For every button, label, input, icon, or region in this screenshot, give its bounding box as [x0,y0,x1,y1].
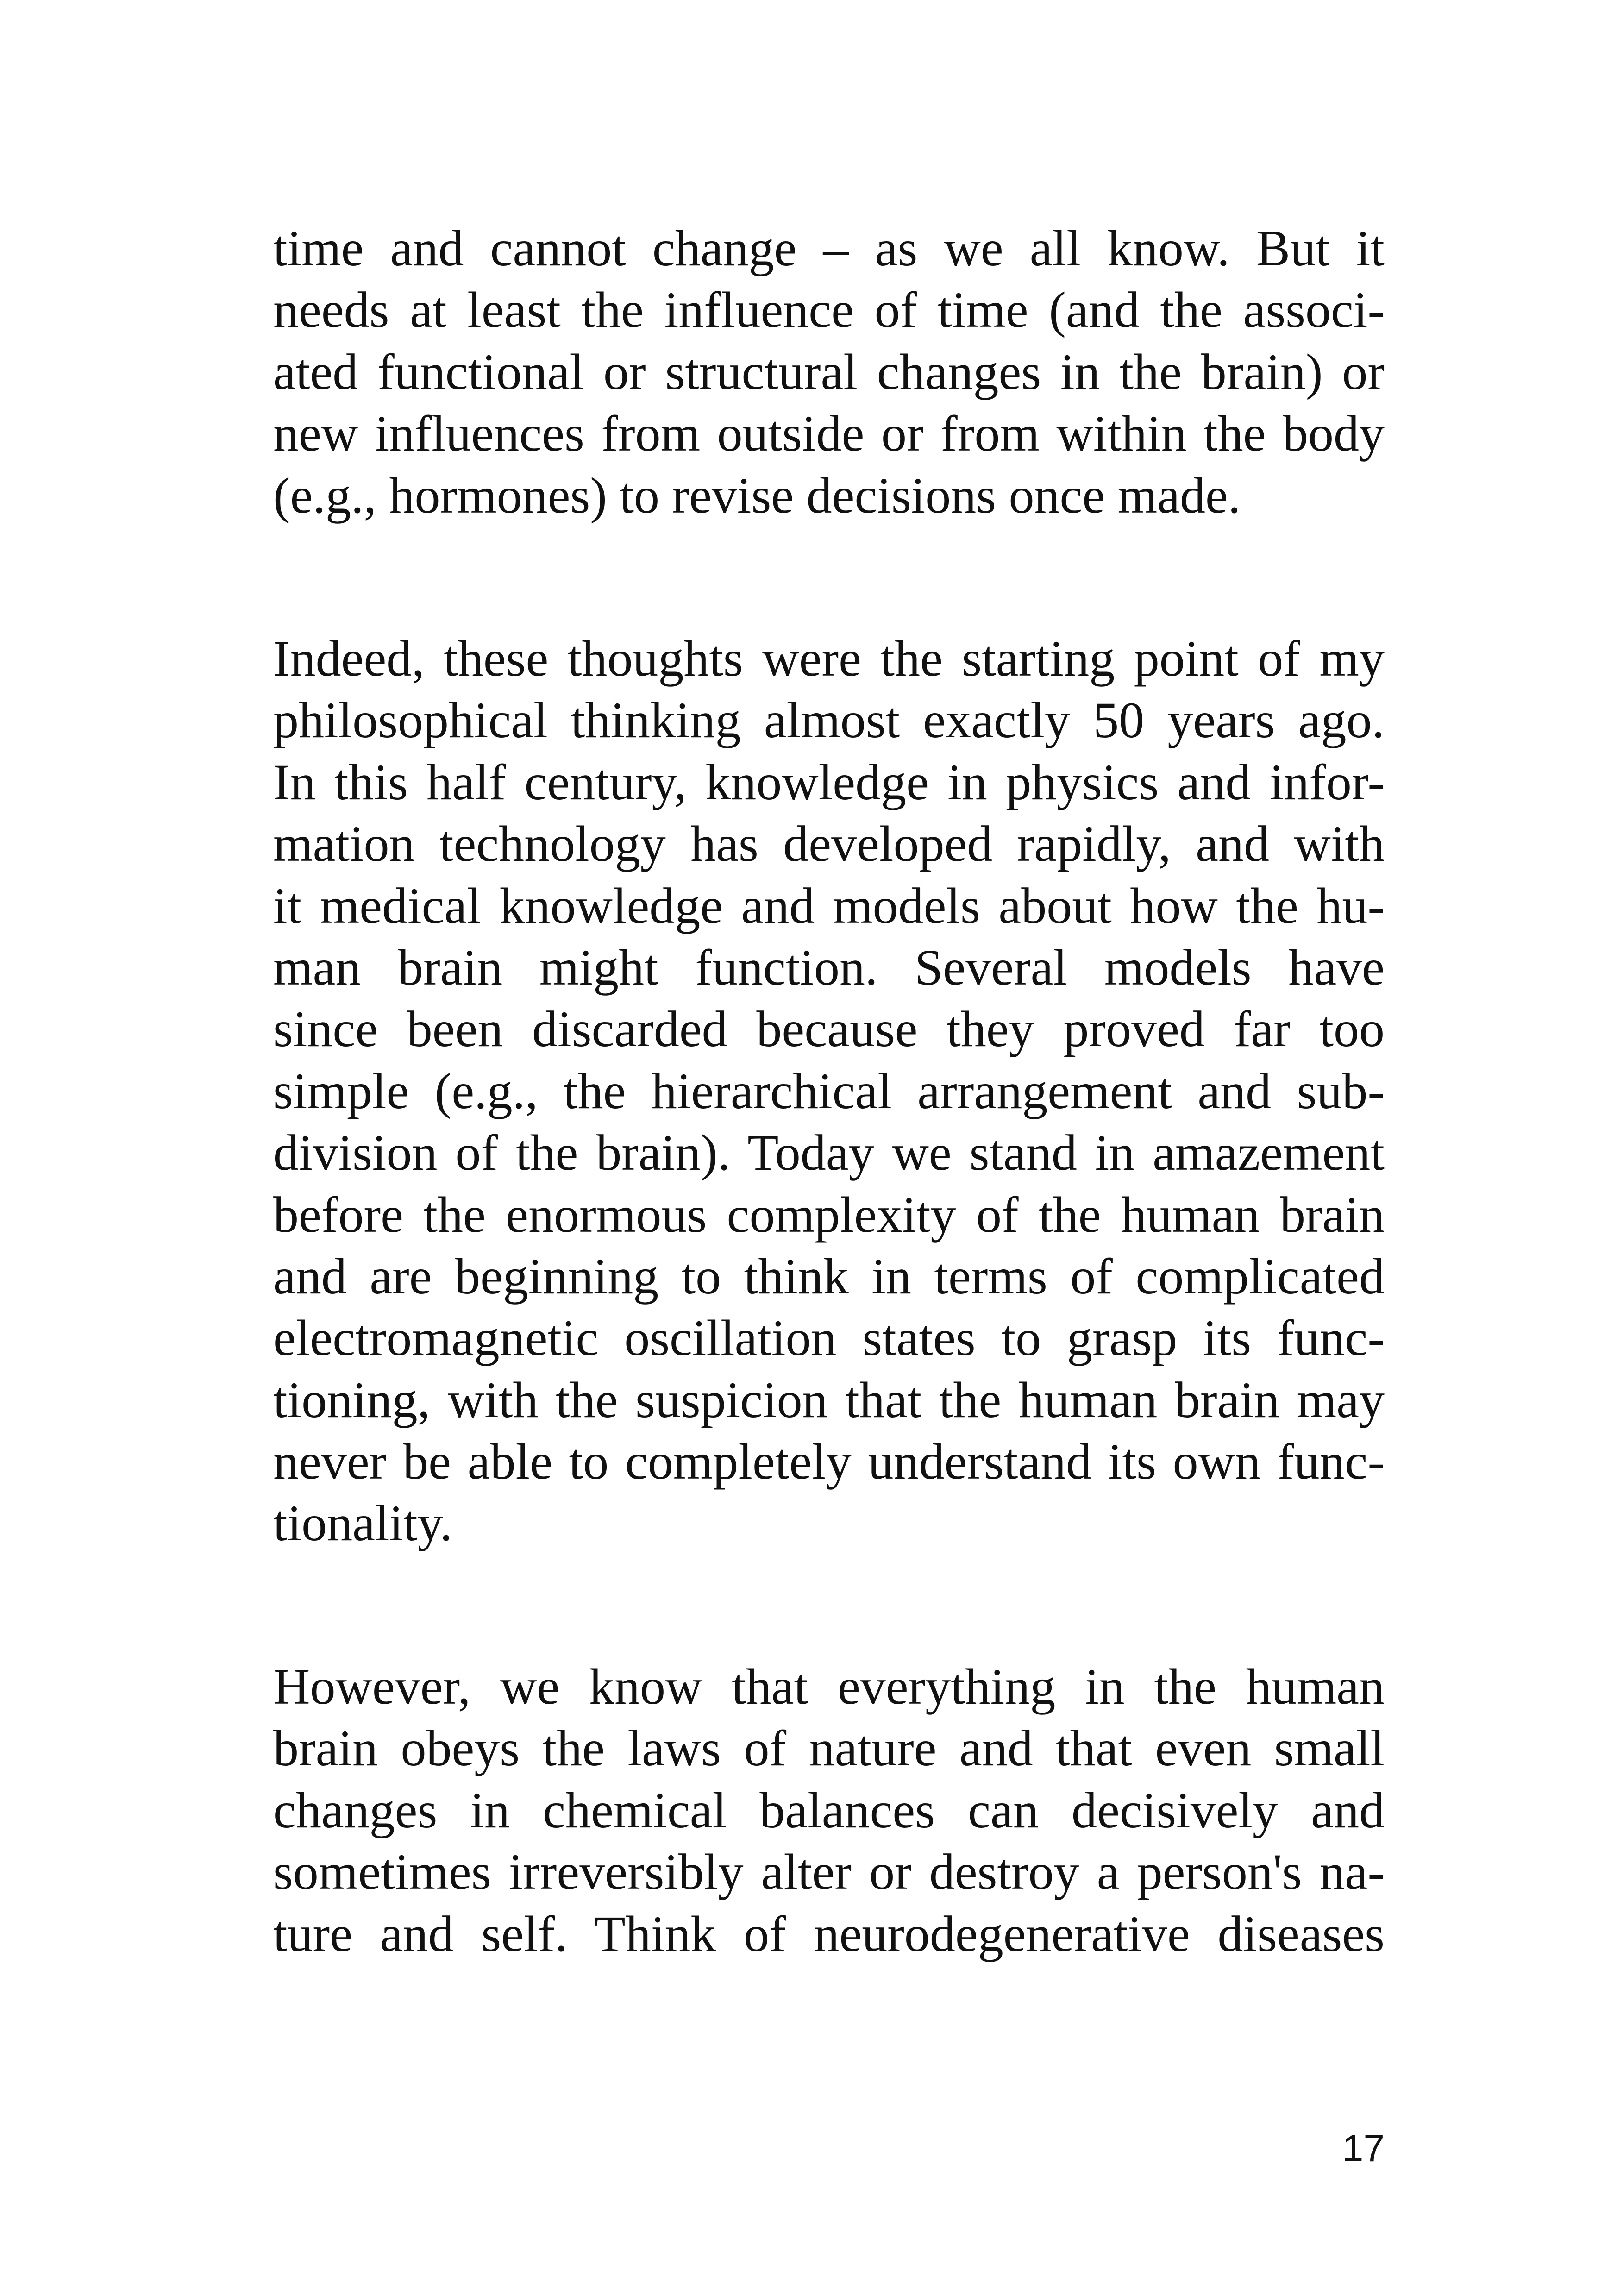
paragraph-1 [273,218,1385,527]
text-line: philosophical thinking almost exactly 50 years ago. [273,692,1385,749]
text-line: brain obeys the laws of nature and that even small [273,1720,1385,1777]
text-line: In this half century, knowledge in physics and infor- [273,753,1385,810]
page-number: 17 [1342,2127,1385,2170]
text-line: electromagnetic oscillation states to grasp its func- [273,1310,1385,1367]
text-line: tioning, with the suspicion that the human brain may [273,1371,1385,1428]
text-line: since been discarded because they proved far too [273,1001,1385,1058]
text-line: However, we know that everything in the human [273,1658,1385,1715]
text-line: sometimes irreversibly alter or destroy a person's na- [273,1844,1385,1901]
text-line: tionality. [273,1495,452,1552]
text-line: mation technology has developed rapidly, and with [273,816,1385,872]
text-line: needs at least the influence of time (and the associ- [273,282,1385,339]
text-line: (e.g., hormones) to revise decisions once made. [273,467,1241,524]
text-line: man brain might function. Several models have [273,939,1385,996]
text-line: Indeed, these thoughts were the starting point of my [273,630,1385,687]
paragraph-3 [273,1656,1385,1965]
text-line: simple (e.g., the hierarchical arrangement and sub- [273,1062,1385,1119]
paragraph-2 [273,628,1385,1555]
text-line: time and cannot change – as we all know. But it [273,220,1385,276]
text-line: it medical knowledge and models about how the hu- [273,877,1385,934]
text-line: changes in chemical balances can decisively and [273,1782,1385,1838]
text-line: division of the brain). Today we stand in amazement [273,1124,1385,1181]
text-line: ated functional or structural changes in the brain) or [273,343,1385,400]
text-line: ture and self. Think of neurodegenerative diseases [273,1905,1385,1962]
text-line: new influences from outside or from within the body [273,405,1385,462]
text-line: never be able to completely understand its own func- [273,1433,1385,1490]
text-line: before the enormous complexity of the human brain [273,1186,1385,1243]
text-line: and are beginning to think in terms of complicated [273,1248,1385,1305]
